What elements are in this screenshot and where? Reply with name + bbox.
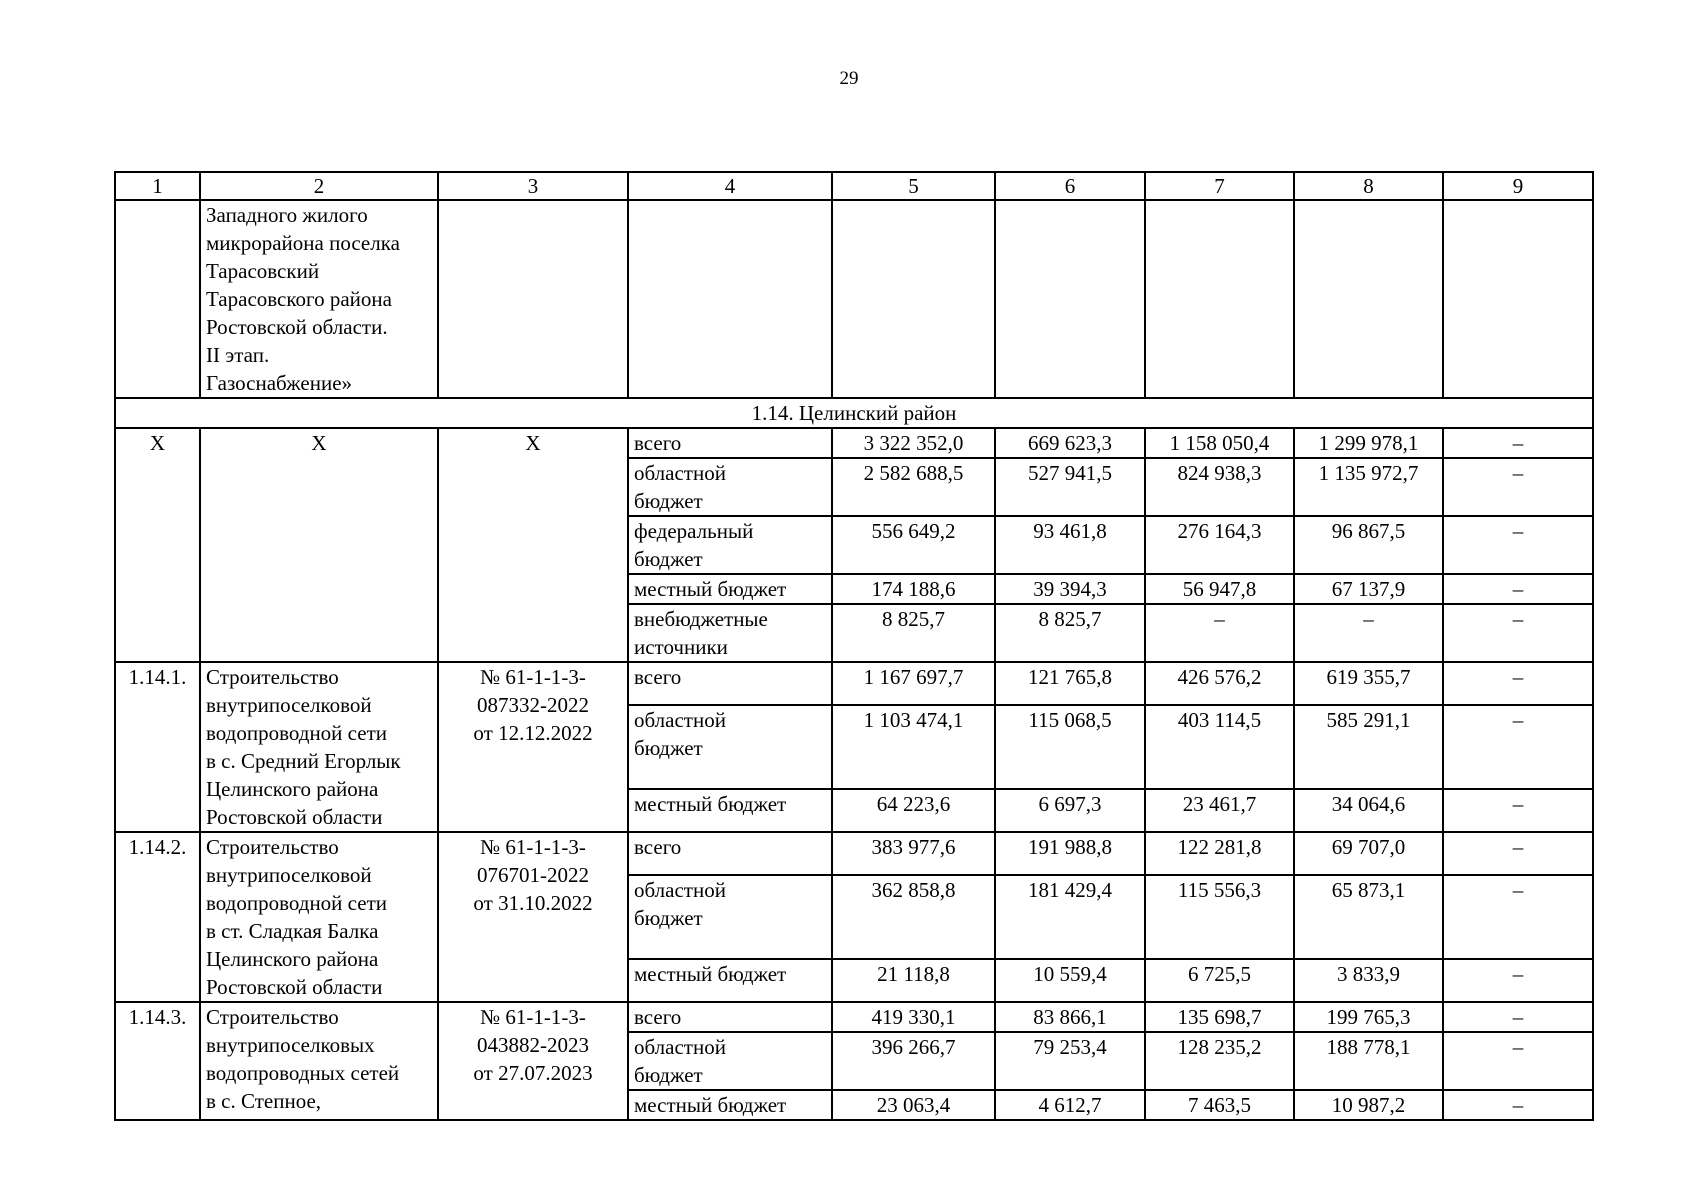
object-name-cell: Строительство внутрипоселковой водопроводной сети в с. Средний Егорлык Целинского района Ростовской области — [200, 662, 438, 832]
column-header: 9 — [1443, 172, 1593, 200]
document-cell: № 61-1-1-3- 043882-2023 от 27.07.2023 — [438, 1002, 628, 1120]
value-cell: – — [1443, 1002, 1593, 1032]
object-item-row — [115, 662, 1593, 705]
value-cell: 69 707,0 — [1294, 832, 1443, 875]
column-header: 1 — [115, 172, 200, 200]
value-cell: 1 158 050,4 — [1145, 428, 1294, 458]
item-number-cell — [115, 200, 200, 398]
funding-source-cell: всего — [628, 832, 832, 875]
section-title: 1.14. Целинский район — [115, 398, 1593, 428]
object-name-cell: Западного жилого микрорайона поселка Тарасовский Тарасовского района Ростовской области. II этап. Газоснабжение» — [200, 200, 438, 398]
item-number-cell: 1.14.2. — [115, 832, 200, 1002]
funding-source-cell: областной бюджет — [628, 875, 832, 959]
value-cell: 65 873,1 — [1294, 875, 1443, 959]
funding-source-cell: областной бюджет — [628, 1032, 832, 1090]
value-cell: 419 330,1 — [832, 1002, 995, 1032]
continued-object-row — [115, 200, 1593, 398]
value-cell: 8 825,7 — [832, 604, 995, 662]
column-header: 5 — [832, 172, 995, 200]
funding-source-cell: областной бюджет — [628, 705, 832, 789]
value-cell: 276 164,3 — [1145, 516, 1294, 574]
value-cell: 128 235,2 — [1145, 1032, 1294, 1090]
value-cell: 527 941,5 — [995, 458, 1145, 516]
value-cell: 174 188,6 — [832, 574, 995, 604]
item-number-cell: Х — [115, 428, 200, 662]
value-cell — [1443, 200, 1593, 398]
value-cell: 6 725,5 — [1145, 959, 1294, 1002]
funding-source-cell: всего — [628, 428, 832, 458]
value-cell: 1 299 978,1 — [1294, 428, 1443, 458]
value-cell: 199 765,3 — [1294, 1002, 1443, 1032]
value-cell: – — [1443, 516, 1593, 574]
object-name-cell: Строительство внутрипоселковой водопроводной сети в ст. Сладкая Балка Целинского района Ростовской области — [200, 832, 438, 1002]
value-cell — [1145, 200, 1294, 398]
funding-source-cell — [628, 200, 832, 398]
value-cell: 362 858,8 — [832, 875, 995, 959]
value-cell: 4 612,7 — [995, 1090, 1145, 1120]
value-cell: 34 064,6 — [1294, 789, 1443, 832]
object-name-cell: Строительство внутрипоселковых водопроводных сетей в с. Степное, — [200, 1002, 438, 1120]
value-cell — [995, 200, 1145, 398]
document-cell — [438, 200, 628, 398]
funding-source-cell: местный бюджет — [628, 789, 832, 832]
document-cell: № 61-1-1-3- 076701-2022 от 31.10.2022 — [438, 832, 628, 1002]
budget-table — [114, 171, 1594, 1121]
value-cell: 21 118,8 — [832, 959, 995, 1002]
value-cell: 2 582 688,5 — [832, 458, 995, 516]
value-cell: 669 623,3 — [995, 428, 1145, 458]
value-cell: 1 167 697,7 — [832, 662, 995, 705]
value-cell: – — [1443, 1032, 1593, 1090]
column-header: 3 — [438, 172, 628, 200]
value-cell: – — [1443, 458, 1593, 516]
value-cell: 83 866,1 — [995, 1002, 1145, 1032]
value-cell: 64 223,6 — [832, 789, 995, 832]
value-cell: – — [1443, 705, 1593, 789]
value-cell: 122 281,8 — [1145, 832, 1294, 875]
value-cell: – — [1145, 604, 1294, 662]
value-cell: 181 429,4 — [995, 875, 1145, 959]
value-cell: 396 266,7 — [832, 1032, 995, 1090]
value-cell: 115 068,5 — [995, 705, 1145, 789]
value-cell: 10 987,2 — [1294, 1090, 1443, 1120]
funding-source-cell: внебюджетные источники — [628, 604, 832, 662]
value-cell: – — [1443, 604, 1593, 662]
value-cell: – — [1443, 832, 1593, 875]
value-cell: – — [1443, 959, 1593, 1002]
total-block-row — [115, 428, 1593, 458]
value-cell: – — [1443, 428, 1593, 458]
funding-source-cell: местный бюджет — [628, 1090, 832, 1120]
object-item-row — [115, 1002, 1593, 1032]
value-cell: 191 988,8 — [995, 832, 1145, 875]
column-header: 2 — [200, 172, 438, 200]
column-header: 6 — [995, 172, 1145, 200]
value-cell: 3 322 352,0 — [832, 428, 995, 458]
value-cell: 23 063,4 — [832, 1090, 995, 1120]
item-number-cell: 1.14.3. — [115, 1002, 200, 1120]
funding-source-cell: федеральный бюджет — [628, 516, 832, 574]
value-cell: 135 698,7 — [1145, 1002, 1294, 1032]
section-title-row — [115, 398, 1593, 428]
value-cell: 403 114,5 — [1145, 705, 1294, 789]
data-rows — [115, 428, 1593, 1120]
value-cell: 10 559,4 — [995, 959, 1145, 1002]
value-cell: 556 649,2 — [832, 516, 995, 574]
value-cell: 3 833,9 — [1294, 959, 1443, 1002]
funding-source-cell: областной бюджет — [628, 458, 832, 516]
value-cell: 121 765,8 — [995, 662, 1145, 705]
value-cell: 383 977,6 — [832, 832, 995, 875]
value-cell: – — [1443, 789, 1593, 832]
value-cell: 79 253,4 — [995, 1032, 1145, 1090]
column-header: 7 — [1145, 172, 1294, 200]
value-cell: 39 394,3 — [995, 574, 1145, 604]
funding-source-cell: местный бюджет — [628, 574, 832, 604]
value-cell: 67 137,9 — [1294, 574, 1443, 604]
value-cell: – — [1443, 875, 1593, 959]
column-header: 8 — [1294, 172, 1443, 200]
value-cell: 56 947,8 — [1145, 574, 1294, 604]
value-cell — [1294, 200, 1443, 398]
funding-source-cell: всего — [628, 662, 832, 705]
column-header-row — [115, 172, 1593, 200]
value-cell: 96 867,5 — [1294, 516, 1443, 574]
document-cell: Х — [438, 428, 628, 662]
value-cell: 585 291,1 — [1294, 705, 1443, 789]
document-cell: № 61-1-1-3- 087332-2022 от 12.12.2022 — [438, 662, 628, 832]
value-cell: 23 461,7 — [1145, 789, 1294, 832]
funding-source-cell: всего — [628, 1002, 832, 1032]
value-cell: 619 355,7 — [1294, 662, 1443, 705]
value-cell: 6 697,3 — [995, 789, 1145, 832]
page-number: 29 — [839, 68, 859, 89]
value-cell: 7 463,5 — [1145, 1090, 1294, 1120]
value-cell: 115 556,3 — [1145, 875, 1294, 959]
value-cell: 1 103 474,1 — [832, 705, 995, 789]
object-name-cell: Х — [200, 428, 438, 662]
value-cell: – — [1294, 604, 1443, 662]
value-cell: 1 135 972,7 — [1294, 458, 1443, 516]
value-cell: – — [1443, 662, 1593, 705]
funding-source-cell: местный бюджет — [628, 959, 832, 1002]
value-cell: 93 461,8 — [995, 516, 1145, 574]
value-cell: 188 778,1 — [1294, 1032, 1443, 1090]
value-cell: 426 576,2 — [1145, 662, 1294, 705]
object-item-row — [115, 832, 1593, 875]
item-number-cell: 1.14.1. — [115, 662, 200, 832]
value-cell: – — [1443, 1090, 1593, 1120]
value-cell: – — [1443, 574, 1593, 604]
column-header: 4 — [628, 172, 832, 200]
value-cell — [832, 200, 995, 398]
value-cell: 8 825,7 — [995, 604, 1145, 662]
value-cell: 824 938,3 — [1145, 458, 1294, 516]
